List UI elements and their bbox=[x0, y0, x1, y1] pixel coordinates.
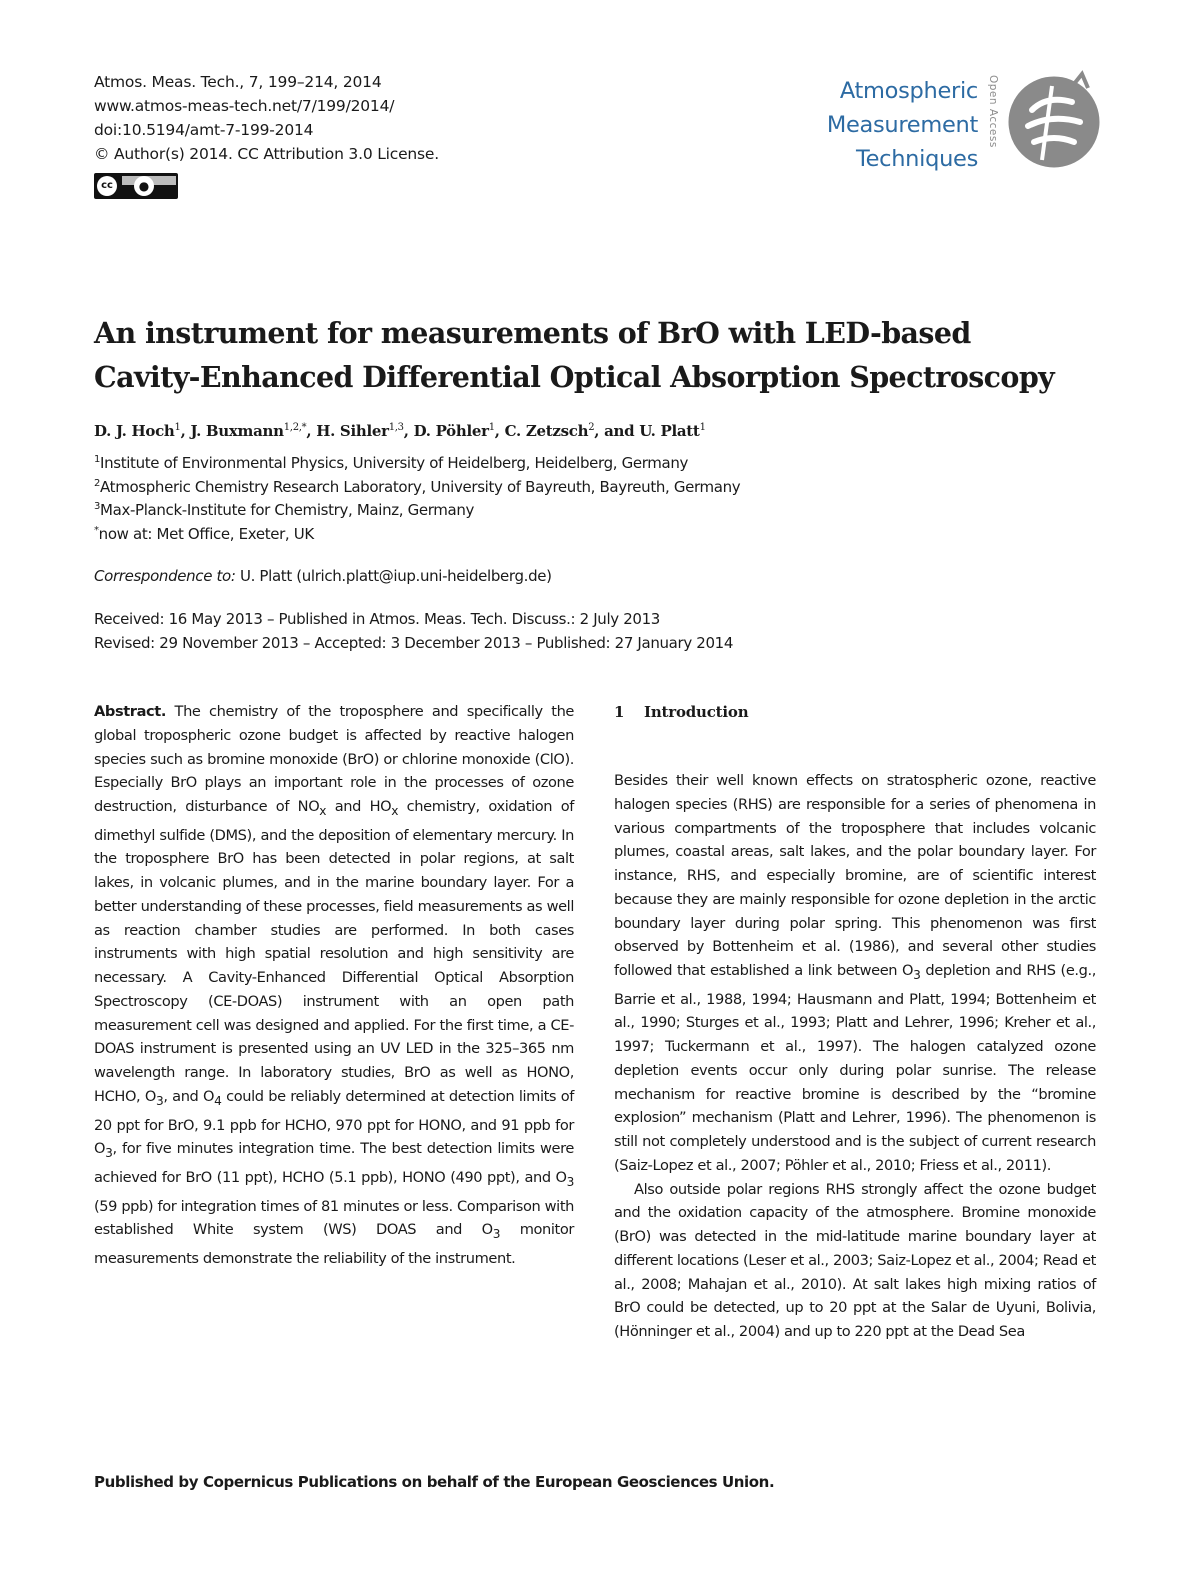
author-affiliation-sup: 1 bbox=[174, 422, 181, 433]
author-separator: , bbox=[180, 422, 191, 440]
license-text: © Author(s) 2014. CC Attribution 3.0 License. bbox=[94, 145, 439, 163]
cc-by-license-icon[interactable] bbox=[94, 173, 178, 199]
affiliation bbox=[94, 499, 1104, 523]
abstract-heading: Abstract. bbox=[94, 703, 167, 720]
affiliation-text: now at: Met Office, Exeter, UK bbox=[98, 524, 314, 543]
subscript: 4 bbox=[214, 1093, 222, 1108]
author-name: U. Platt bbox=[639, 422, 700, 440]
subscript: 3 bbox=[913, 967, 921, 982]
author-separator: , bbox=[403, 422, 414, 440]
egu-logo-icon bbox=[1002, 70, 1102, 170]
open-access-label: Open Access bbox=[987, 75, 999, 148]
author-affiliation-sup: 2 bbox=[588, 422, 595, 433]
revised-accepted-line: Revised: 29 November 2013 – Accepted: 3 December 2013 – Published: 27 January 2014 bbox=[94, 634, 734, 652]
abstract-text: The chemistry of the troposphere and specifically the global tropospheric ozone budget is affected by reactive halogen species such as bromine monoxide (BrO) or chlorine monoxide (ClO). Especially BrO plays an important role in the processes of ozone destruction, disturbance of NO bbox=[94, 703, 574, 815]
author-name: C. Zetzsch bbox=[504, 422, 589, 440]
section-number: 1 bbox=[614, 703, 625, 721]
journal-name-line2: Measurement bbox=[826, 112, 978, 138]
publication-history bbox=[94, 607, 1104, 655]
section-heading bbox=[614, 700, 1096, 724]
author-name: D. J. Hoch bbox=[94, 422, 175, 440]
author-affiliation-sup: 1,3 bbox=[388, 422, 404, 433]
affiliation-text: Max-Planck-Institute for Chemistry, Mainz, Germany bbox=[100, 501, 475, 519]
affiliation-sup: 3 bbox=[94, 501, 101, 512]
abstract bbox=[94, 700, 574, 1271]
publisher-footer: Published by Copernicus Publications on behalf of the European Geosciences Union. bbox=[94, 1473, 775, 1491]
abstract-text: could be reliably determined at detection limits of 20 ppt for BrO, 9.1 ppb for HCHO, 970 ppt for HONO, and 91 ppb for O bbox=[94, 1087, 575, 1158]
paragraph-text: Besides their well known effects on stratospheric ozone, reactive halogen species (RHS) are responsible for a series of phenomena in various compartments of the troposphere that includes volcanic plumes, coastal areas, salt lakes, and the polar boundary layer. For instance, RHS, and especially bromine, are of scientific interest because they are mainly responsible for ozone depletion in the arctic boundary layer during polar spring. This phenomenon was first observed by Bottenheim et al. (1986), and several other studies followed that established a link between O bbox=[614, 772, 1096, 979]
citation-block bbox=[94, 70, 564, 166]
subscript: 3 bbox=[492, 1227, 501, 1242]
article-url[interactable]: www.atmos-meas-tech.net/7/199/2014/ bbox=[94, 97, 395, 115]
affiliation-sup: 2 bbox=[94, 477, 101, 489]
author-name: D. Pöhler bbox=[413, 422, 489, 440]
correspondence-contact[interactable]: U. Platt (ulrich.platt@iup.uni-heidelberg.de) bbox=[235, 567, 552, 585]
citation: Atmos. Meas. Tech., 7, 199–214, 2014 bbox=[94, 73, 382, 91]
author-separator: , and bbox=[594, 422, 640, 440]
author-affiliation-sup: 1 bbox=[488, 422, 495, 433]
paper-title bbox=[94, 311, 1104, 399]
author-list bbox=[94, 420, 1104, 442]
subscript: 3 bbox=[566, 1174, 574, 1189]
received-published-line: Received: 16 May 2013 – Published in Atmos. Meas. Tech. Discuss.: 2 July 2013 bbox=[94, 610, 660, 628]
correspondence-label: Correspondence to: bbox=[94, 567, 236, 585]
author-separator: , bbox=[494, 422, 505, 440]
by-person-icon: ● bbox=[134, 176, 154, 196]
introduction-section bbox=[614, 700, 1096, 1344]
abstract-text: chemistry, oxidation of dimethyl sulfide (DMS), and the deposition of elementary mercury. In the troposphere BrO has been detected in polar regions, at salt lakes, in volcanic plumes, and in the marine boundary layer. For a better understanding of these processes, field measurements as well as reaction chamber studies are performed. In both cases instruments with high spatial resolution and high sensitivity are necessary. A Cavity-Enhanced Differential Optical Absorption Spectroscopy (CE-DOAS) instrument with an open path measurement cell was designed and applied. For the first time, a CE-DOAS instrument is presented using an UV LED in the 325–365 nm wavelength range. In laboratory studies, BrO as well as HONO, HCHO, O bbox=[94, 798, 574, 1105]
paragraph bbox=[614, 769, 1096, 1178]
journal-name-line1: Atmospheric bbox=[839, 78, 978, 104]
abstract-text: , for five minutes integration time. The best detection limits were achieved for BrO (11 ppt), HCHO (5.1 ppb), HONO (490 ppt), and O bbox=[94, 1140, 574, 1186]
affiliation bbox=[94, 523, 1104, 547]
author-name: H. Sihler bbox=[316, 422, 389, 440]
author-name: J. Buxmann bbox=[190, 422, 284, 440]
affiliation-sup: * bbox=[94, 524, 99, 536]
title-line1: An instrument for measurements of BrO with LED-based bbox=[94, 316, 971, 350]
subscript: x bbox=[391, 803, 399, 818]
paragraph: Also outside polar regions RHS strongly affect the ozone budget and the oxidation capacity of the atmosphere. Bromine monoxide (BrO) was detected in the mid-latitude marine boundary layer at different locations (Leser et al., 2003; Saiz-Lopez et al., 2004; Read et al., 2008; Mahajan et al., 2010). At salt lakes high mixing ratios of BrO could be detected, up to 20 ppt at the Salar de Uyuni, Bolivia, (Hönninger et al., 2004) and up to 220 ppt at the Dead Sea bbox=[614, 1180, 1096, 1341]
title-line2: Cavity-Enhanced Differential Optical Absorption Spectroscopy bbox=[94, 360, 1055, 394]
cc-icon: cc bbox=[97, 176, 117, 196]
affiliation-text: Atmospheric Chemistry Research Laboratory, University of Bayreuth, Bayreuth, Germany bbox=[100, 477, 741, 496]
section-title: Introduction bbox=[644, 703, 749, 721]
author-affiliation-sup: 1,2,* bbox=[283, 422, 307, 433]
abstract-text: and HO bbox=[326, 798, 392, 815]
affiliation-text: Institute of Environmental Physics, University of Heidelberg, Heidelberg, Germany bbox=[100, 454, 689, 472]
abstract-text: , and O bbox=[163, 1087, 215, 1105]
affiliation bbox=[94, 476, 1104, 500]
correspondence bbox=[94, 565, 1104, 587]
subscript: x bbox=[319, 803, 327, 818]
abstract-text: (59 ppb) for integration times of 81 minutes or less. Comparison with established White system (WS) DOAS and O bbox=[94, 1197, 574, 1239]
subscript: 3 bbox=[155, 1093, 164, 1108]
author-separator: , bbox=[306, 422, 317, 440]
paragraph-text: depletion and RHS (e.g., Barrie et al., 1988, 1994; Hausmann and Platt, 1994; Bottenheim et al., 1990; Sturges et al., 1993; Platt and Lehrer, 1996; Kreher et al., 1997; Tuckermann et al., 1997). The halogen catalyzed ozone depletion events occur only during polar sunrise. The release mechanism for reactive bromine is described by the “bromine explosion” mechanism (Platt and Lehrer, 1996). The phenomenon is still not completely understood and is the subject of current research (Saiz-Lopez et al., 2007; Pöhler et al., 2010; Friess et al., 2011). bbox=[614, 962, 1096, 1174]
abstract-text: monitor measurements demonstrate the reliability of the instrument. bbox=[94, 1221, 574, 1268]
doi[interactable]: doi:10.5194/amt-7-199-2014 bbox=[94, 121, 314, 139]
subscript: 3 bbox=[105, 1146, 113, 1161]
affiliation-sup: 1 bbox=[94, 454, 101, 465]
journal-name bbox=[827, 74, 978, 176]
author-affiliation-sup: 1 bbox=[699, 422, 706, 433]
affiliation-list bbox=[94, 452, 1104, 546]
journal-name-line3: Techniques bbox=[855, 146, 978, 172]
affiliation bbox=[94, 452, 1104, 476]
